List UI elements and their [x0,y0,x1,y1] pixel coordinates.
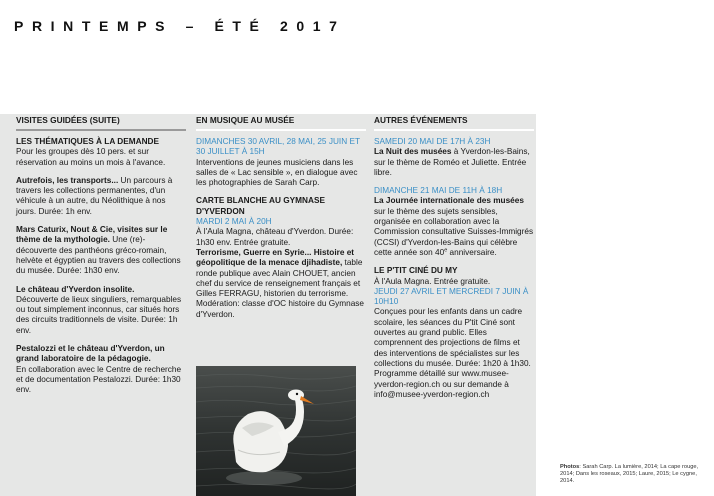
list-item [196,196,366,320]
entry-title: CARTE BLANCHE AU GYMNASE D'YVERDON [196,196,325,216]
list-item [16,137,186,168]
list-item [16,176,186,217]
entry-body: Un parcours à travers les collections permanentes, d'un véhicule à un autre, du Néolithique à nos jours. Durée: 1h env. [16,175,173,216]
entry-subtitle: Terrorisme, Guerre en Syrie... Histoire et géopolitique de la menace djihadiste, [196,247,355,268]
entry-body: Découverte de lieux singuliers, remarquables ou tout simplement inconnus, car situés hors des circuits traditionnels de visite. Durée: 1h env. [16,294,182,335]
entry-date: DIMANCHE 21 MAI DE 11H À 18H [374,186,503,196]
list-item [374,266,534,400]
entry-title: La Journée internationale des musées [374,196,524,206]
photo-caption [560,464,710,486]
entry-title: Autrefois, les transports... [16,175,119,185]
caption-text: : Sarah Carp. La lumière, 2014; La cape rouge, 2014; Dans les roseaux, 2015; Laure, 2015; Le cygne, 2014. [560,464,699,485]
entry-date: SAMEDI 20 MAI DE 17H À 23H [374,137,491,146]
swan-illustration [196,366,356,496]
entry-body: à Yverdon-les-Bains, sur le thème de Roméo et Juliette. Entrée libre. [374,147,530,177]
entry-body: Pour les groupes dès 10 pers. et sur réservation au moins un mois à l'avance. [16,147,166,167]
entry-body: À l'Aula Magna, château d'Yverdon. Durée: 1h30 env. Entrée gratuite. [196,227,354,247]
entry-body: anniversaire. [447,247,497,257]
list-item [16,285,186,336]
entry-body: Une (re)-découverte des panthéons gréco-romain, helvète et égyptien au travers des collections du musée. Durée: 1h30 env. [16,235,181,276]
page-title: PRINTEMPS – ÉTÉ 2017 [14,18,346,34]
entry-date: MARDI 2 MAI À 20H [196,217,272,227]
entry-date: JEUDI 27 AVRIL ET MERCREDI 7 JUIN À 10H10 [374,286,529,307]
list-item [16,225,186,276]
entry-title: Mars Caturix, Nout & Cie, visites sur le thème de la mythologie. [16,225,168,245]
entry-title: LE P'TIT CINÉ DU MY [374,266,458,276]
list-item [16,344,186,395]
entry-title: La Nuit des musées [374,147,452,157]
entry-body: sur le thème des sujets sensibles, organisée en collaboration avec la Commission consultative Suisses-Immigrés (CCSI) d'Yverdon-les-Bains qui célèbre cette année son 40 [374,206,534,257]
entry-body: Conçues pour les enfants dans un cadre scolaire, les séances du P'tit Ciné sont ouvertes au grand public. Elles comprennent des projections de films et des interventions de spécialistes sur les collections du musée. Durée: 1h20 à 1h30. Programme détaillé sur www.musee-yverdon-region.ch ou sur demande à info@musee-yverdon-region.ch [374,307,531,399]
list-item [196,137,366,188]
swan-photo [196,366,356,496]
entry-date: DIMANCHES 30 AVRIL, 28 MAI, 25 JUIN ET 30 JUILLET À 15H [196,137,360,157]
entry-title: Pestalozzi et le château d'Yverdon, un grand laboratoire de la pédagogie. [16,344,165,364]
column-music [196,114,366,328]
section-heading: VISITES GUIDÉES (SUITE) [16,114,186,131]
section-heading: EN MUSIQUE AU MUSÉE [196,114,366,131]
entry-body: table ronde publique avec Alain CHOUET, ancien chef du service de renseignement français et Gilles FERRAGU, historien du terrorisme. Modération: classe d'OC histoire du Gymnase d'Yverdon. [196,258,365,319]
caption-label: Photos [560,464,580,470]
column-other-events [374,114,534,408]
entry-body: Interventions de jeunes musiciens dans les salles de « Lac sensible », en dialogue avec les photographies de Sarah Carp. [196,157,358,188]
entry-body: À l'Aula Magna. Entrée gratuite. [374,276,491,286]
entry-title: LES THÉMATIQUES À LA DEMANDE [16,137,160,146]
entry-title: Le château d'Yverdon insolite. [16,284,135,294]
section-heading: AUTRES ÉVÉNEMENTS [374,114,534,131]
list-item [374,186,534,258]
column-guided-tours [16,114,186,404]
entry-body: En collaboration avec le Centre de recherche et de documentation Pestalozzi. Durée: 1h30 env. [16,364,182,395]
superscript: e [444,247,448,254]
list-item [374,137,534,178]
